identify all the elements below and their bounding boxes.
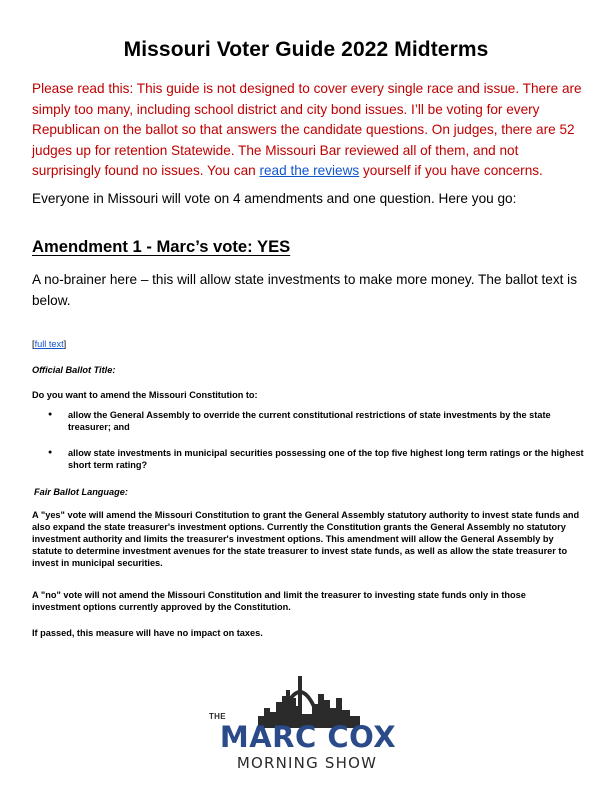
official-ballot-title-label: Official Ballot Title: — [32, 365, 116, 375]
full-text-link[interactable]: full text — [34, 339, 64, 349]
no-quote: "no" — [40, 590, 61, 600]
no-vote-paragraph: A "no" vote will not amend the Missouri Constitution and limit the treasurer to investing state funds only in those investment options currently approved by the Constitution. — [32, 590, 526, 612]
everyone-note: Everyone in Missouri will vote on 4 amendments and one question. Here you go: — [32, 191, 517, 206]
ballot-question: Do you want to amend the Missouri Constitution to: — [32, 390, 258, 400]
yes-vote-paragraph: A "yes" vote will amend the Missouri Constitution to grant the General Assembly statutory authority to invest state funds and also expand the state treasurer's investment options. Currently the Constitution grants the General Assembly no statutory investment authority and limits the treasurer's investment options. This amendment will allow the General Assembly by statute to determine investment avenues for the state treasurer to invest state funds, as well as allow the state treasurer to invest in municipal securities. — [32, 510, 580, 568]
ballot-bullets — [46, 409, 586, 485]
taxes-note: If passed, this measure will have no impact on taxes. — [32, 628, 263, 638]
st-louis-skyline-icon — [200, 668, 410, 728]
read-reviews-link[interactable]: read the reviews — [259, 163, 360, 178]
no-vote-text: vote will not amend the Missouri Constitution and limit the treasurer to investing state funds only in those investment options currently approved by the Constitution. — [32, 590, 526, 612]
logo-name-text: MARC COX — [219, 720, 397, 754]
page-title: Missouri Voter Guide 2022 Midterms — [123, 38, 489, 61]
logo-subtitle-text: MORNING SHOW — [236, 754, 378, 772]
intro-text: Please read this: This guide is not designed to cover every single race and issue. There are simply too many, including school district and city bond issues. I’ll be voting for every Republican on the ballot so that answers the candidate questions. On judges, there are 52 judges up for retention Statewide. The Missouri Bar reviewed all of them, and not surprisingly found no issues. You can — [32, 81, 582, 178]
fair-ballot-language-label: Fair Ballot Language: — [34, 487, 128, 497]
intro-text-end: yourself if you have concerns. — [359, 163, 543, 178]
yes-quote: "yes" — [40, 510, 65, 520]
marc-cox-logo — [200, 668, 410, 778]
amendment-description: A no-brainer here – this will allow state investments to make more money. The ballot text is below. — [32, 272, 578, 308]
amendment-heading: Amendment 1 - Marc’s vote: YES — [32, 237, 291, 256]
list-item: ● allow state investments in municipal securities possessing one of the top five highest long term ratings or the highest short term rating? — [46, 447, 586, 471]
list-item: ● allow the General Assembly to override the current constitutional restrictions of state investments by the state treasurer; and — [46, 409, 586, 433]
full-text-block: [full text] — [32, 339, 67, 349]
intro-notice — [32, 79, 584, 182]
yes-vote-text: vote will amend the Missouri Constitution to grant the General Assembly statutory authority to invest state funds and also expand the state treasurer's investment options. Currently the Constitution grants the General Assembly no statutory investment authority and limits the treasurer's investment options. This amendment will allow the General Assembly by statute to determine investment avenues for the state treasurer to invest state funds, as well as allow the state treasurer to invest in municipal securities. — [32, 510, 580, 568]
logo-the-text: THE — [209, 712, 226, 721]
